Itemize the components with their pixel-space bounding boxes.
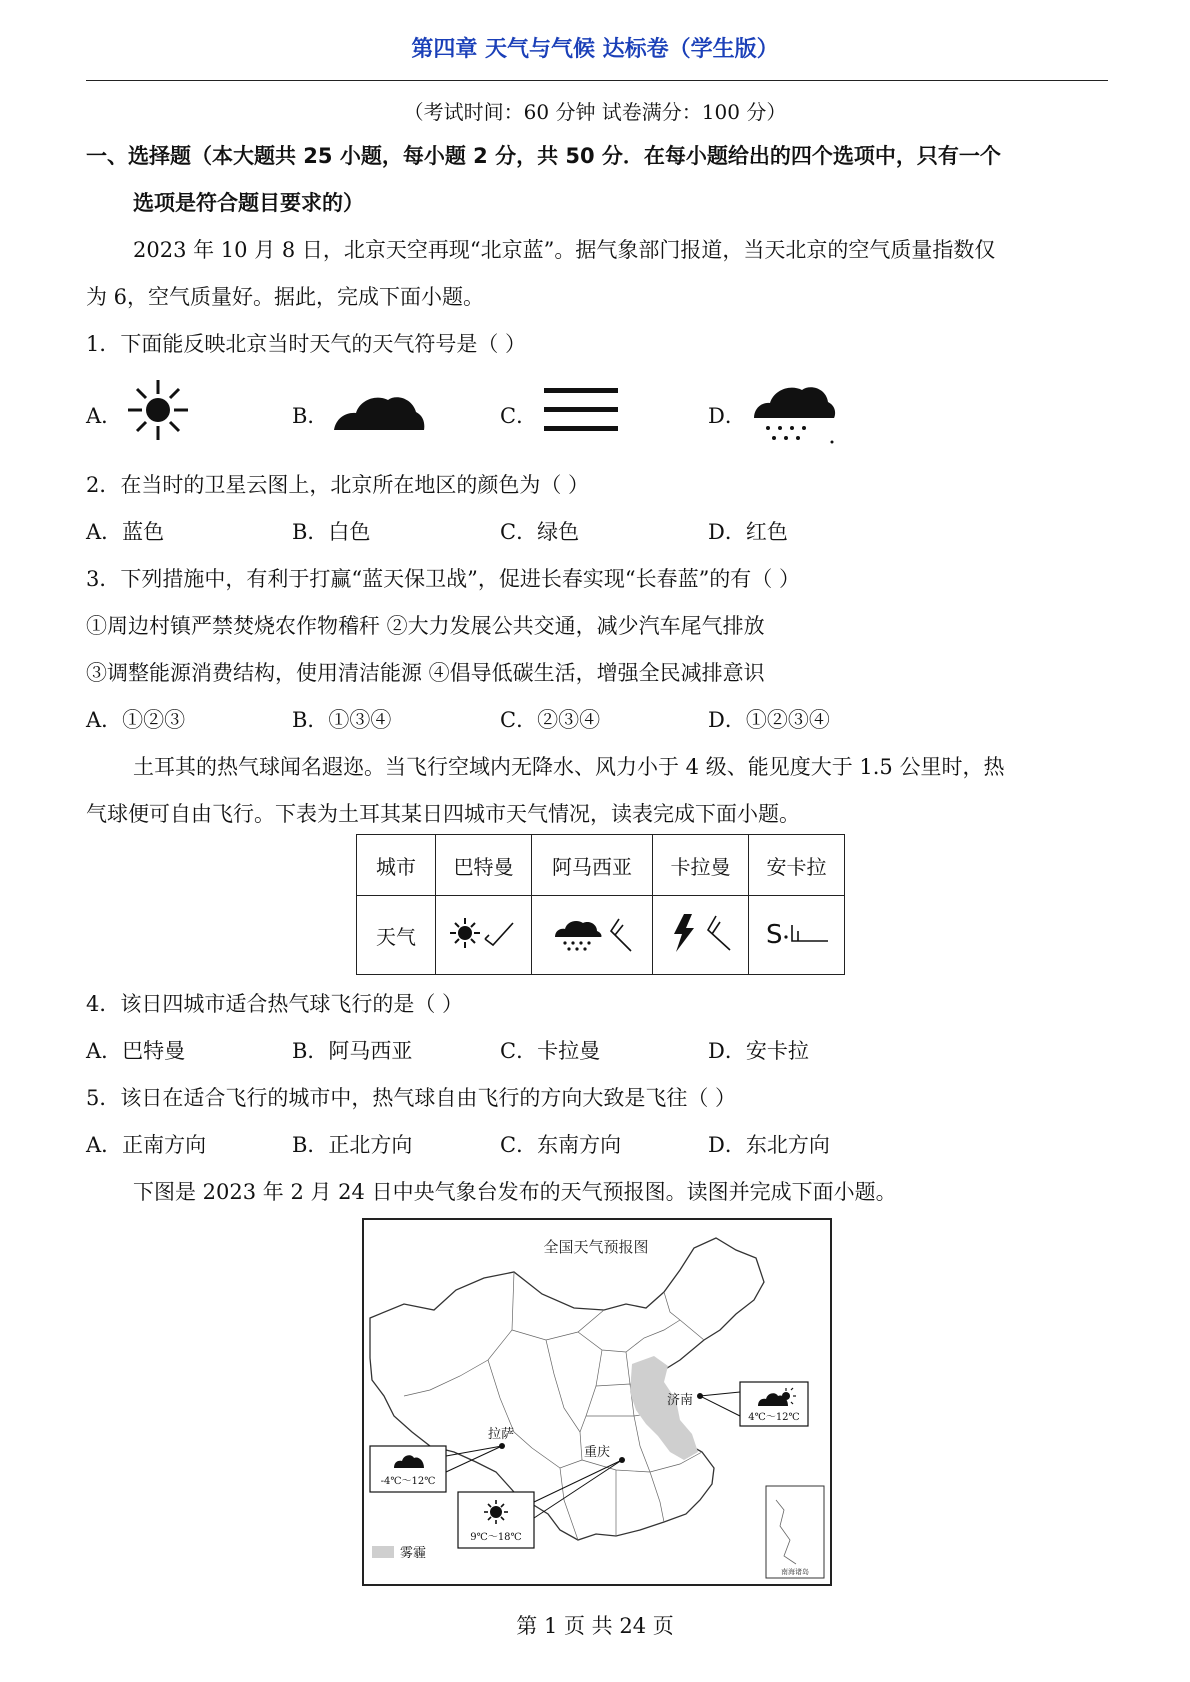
city-label-jinan: 济南 — [667, 1393, 694, 1408]
table-cell-city: 阿马西亚 — [532, 835, 653, 896]
table-row — [357, 896, 845, 975]
inset-label: 南海诸岛 — [781, 1568, 809, 1576]
q2-option-b: B．白色 — [292, 520, 371, 544]
q3-option-c: C．②③④ — [500, 708, 601, 732]
q4-option-a: A．巴特曼 — [86, 1039, 186, 1063]
q1-option-a-label: A． — [86, 404, 123, 428]
sand-wind-icon — [760, 913, 834, 953]
passage-2-line-2: 气球便可自由飞行。下表为土耳其某日四城市天气情况，读表完成下面小题。 — [86, 802, 800, 826]
overcast-cloud-icon — [332, 390, 426, 432]
jinan-temp: 4℃～12℃ — [748, 1412, 800, 1423]
table-header-city: 城市 — [357, 835, 436, 896]
page-number: 第 1 页 共 24 页 — [516, 1614, 674, 1638]
city-label-lhasa: 拉萨 — [488, 1427, 515, 1442]
q2-option-d: D．红色 — [708, 520, 788, 544]
q3-statements-1: ①周边村镇严禁焚烧农作物稽秆 ②大力发展公共交通，减少汽车尾气排放 — [86, 614, 765, 638]
china-outline — [370, 1238, 764, 1540]
table-header-weather: 天气 — [357, 896, 436, 975]
sun-light-wind-icon — [447, 913, 521, 953]
q1-option-c-label: C． — [500, 404, 538, 428]
table-cell-city: 巴特曼 — [436, 835, 532, 896]
table-cell-city: 卡拉曼 — [653, 835, 749, 896]
map-title: 全国天气预报图 — [543, 1238, 649, 1256]
legend-haze-swatch — [372, 1546, 394, 1558]
south-sea-inset — [766, 1486, 824, 1578]
q3-option-a: A．①②③ — [86, 708, 186, 732]
question-3-stem: 3．下列措施中，有利于打赢“蓝天保卫战”，促进长春实现“长春蓝”的有（ ） — [86, 567, 800, 591]
q5-option-a: A．正南方向 — [86, 1133, 207, 1157]
q5-option-d: D．东北方向 — [708, 1133, 830, 1157]
q3-option-b: B．①③④ — [292, 708, 392, 732]
sun-icon — [126, 378, 190, 442]
svg-text:S: S — [765, 919, 783, 950]
q3-statements-2: ③调整能源消费结构，使用清洁能源 ④倡导低碳生活，增强全民减排意识 — [86, 661, 765, 685]
chongqing-temp: 9℃～18℃ — [470, 1532, 522, 1543]
city-weather-table — [356, 834, 845, 975]
section-heading: 一、选择题（本大题共 25 小题，每小题 2 分，共 50 分．在每小题给出的四个选项中，只有一个 — [86, 144, 1001, 168]
rain-cloud-wind-icon — [547, 911, 637, 955]
passage-1-line-2: 为 6，空气质量好。据此，完成下面小题。 — [86, 285, 485, 309]
exam-info: （考试时间：60 分钟 试卷满分：100 分） — [403, 100, 787, 124]
question-5-stem: 5．该日在适合飞行的城市中，热气球自由飞行的方向大致是飞往（ ） — [86, 1086, 737, 1110]
q4-option-c: C．卡拉曼 — [500, 1039, 601, 1063]
table-cell-weather — [532, 896, 653, 975]
china-map-figure — [364, 1220, 830, 1584]
page-title: 第四章 天气与气候 达标卷（学生版） — [411, 37, 779, 62]
passage-1-line-1: 2023 年 10 月 8 日，北京天空再现“北京蓝”。据气象部门报道，当天北京的空气质量指数仅 — [133, 238, 996, 262]
table-cell-weather — [749, 896, 845, 975]
question-1-stem: 1．下面能反映北京当时天气的天气符号是（ ） — [86, 332, 527, 356]
fog-icon — [544, 386, 618, 434]
table-row — [357, 835, 845, 896]
table-cell-city: 安卡拉 — [749, 835, 845, 896]
q4-option-b: B．阿马西亚 — [292, 1039, 413, 1063]
q4-option-d: D．安卡拉 — [708, 1039, 809, 1063]
q1-option-d-label: D． — [708, 404, 746, 428]
q5-option-c: C．东南方向 — [500, 1133, 622, 1157]
passage-3: 下图是 2023 年 2 月 24 日中央气象台发布的天气预报图。读图并完成下面小题。 — [133, 1180, 897, 1204]
weather-forecast-map — [362, 1218, 832, 1586]
title-divider — [86, 80, 1108, 81]
question-4-stem: 4．该日四城市适合热气球飞行的是（ ） — [86, 992, 464, 1016]
thunder-wind-icon — [664, 910, 738, 956]
table-cell-weather — [436, 896, 532, 975]
q2-option-c: C．绿色 — [500, 520, 580, 544]
city-label-chongqing: 重庆 — [584, 1445, 611, 1460]
section-heading-cont: 选项是符合题目要求的） — [133, 191, 364, 215]
table-cell-weather — [653, 896, 749, 975]
q5-option-b: B．正北方向 — [292, 1133, 413, 1157]
question-2-stem: 2．在当时的卫星云图上，北京所在地区的颜色为（ ） — [86, 473, 590, 497]
light-rain-icon — [752, 380, 838, 450]
lhasa-temp: -4℃～12℃ — [380, 1476, 436, 1487]
q3-option-d: D．①②③④ — [708, 708, 830, 732]
q1-option-b-label: B． — [292, 404, 329, 428]
legend-haze-label: 雾霾 — [400, 1546, 427, 1561]
q2-option-a: A．蓝色 — [86, 520, 165, 544]
passage-2-line-1: 土耳其的热气球闻名遐迩。当飞行空域内无降水、风力小于 4 级、能见度大于 1.5 公里时，热 — [133, 755, 1005, 779]
